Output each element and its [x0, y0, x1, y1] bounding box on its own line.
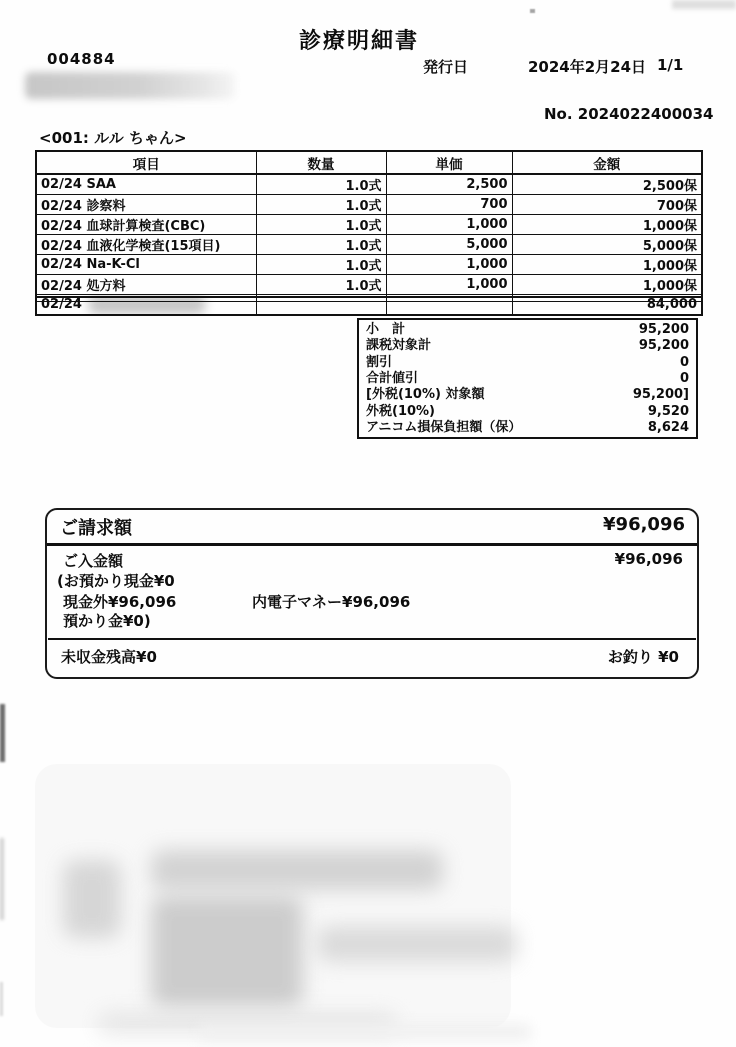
summary-row: [359, 322, 696, 337]
qty-cell: 1.0式: [256, 195, 386, 215]
items-table-header-row: [36, 151, 702, 174]
amount-cell: 84,000: [512, 295, 702, 316]
table-row: [36, 235, 702, 255]
unit-price-cell: 2,500: [386, 174, 512, 195]
item-cell: 02/24 診察料: [36, 195, 256, 215]
unit-price-cell: 700: [386, 195, 512, 215]
outstanding-balance: 未収金残高¥0: [61, 648, 157, 666]
column-header-amount: 金額: [512, 151, 702, 174]
paid-amount-row: [47, 546, 697, 571]
summary-row: [359, 387, 696, 402]
amount-cell: 1,000保: [512, 215, 702, 235]
summary-value: 0: [679, 370, 689, 386]
table-row: [36, 195, 702, 215]
unit-price-cell: 5,000: [386, 235, 512, 255]
billed-total-row: [47, 510, 697, 540]
summary-label: 合計値引: [366, 370, 419, 386]
redacted-blob: [63, 860, 121, 938]
qty-cell: 1.0式: [256, 255, 386, 275]
amount-cell: 1,000保: [512, 275, 702, 295]
redacted-owner-name: [25, 72, 235, 99]
summary-label: [外税(10%) 対象額: [366, 387, 485, 403]
amount-cell: 700保: [512, 195, 702, 215]
redacted-blob: [151, 850, 443, 890]
item-cell: 02/24 Na-K-Cl: [36, 255, 256, 275]
amount-cell: 2,500保: [512, 174, 702, 195]
deposit-cash-line: (お預かり現金¥0: [57, 572, 175, 590]
billed-total-label: ご請求額: [60, 518, 132, 539]
items-table-body: [36, 174, 702, 315]
issue-date-value: 2024年2月24日: [528, 58, 647, 76]
items-table: [35, 150, 703, 316]
summary-label: アニコム損保負担額（保）: [366, 420, 522, 436]
paid-amount-label: ご入金額: [63, 552, 124, 570]
summary-row: [359, 404, 696, 419]
summary-row: [359, 420, 696, 435]
summary-row: [359, 338, 696, 353]
summary-box: [357, 318, 698, 439]
e-money-amount: 内電子マネー¥96,096: [252, 593, 411, 611]
column-header-qty: 数量: [256, 151, 386, 174]
item-cell: 02/24 SAA: [36, 174, 256, 195]
summary-value: 95,200: [638, 338, 689, 354]
unit-price-cell: 1,000: [386, 215, 512, 235]
item-cell: 02/24 血球計算検査(CBC): [36, 215, 256, 235]
scan-artifact: [0, 704, 5, 762]
summary-row: [359, 355, 696, 370]
non-cash-line: [47, 591, 697, 611]
qty-cell: 1.0式: [256, 174, 386, 195]
item-cell: 02/24 血液化学検査(15項目): [36, 235, 256, 255]
amount-cell: 5,000保: [512, 235, 702, 255]
scan-artifact: [672, 0, 736, 9]
redacted-blob: [317, 926, 517, 962]
redacted-blob: [200, 1024, 530, 1040]
billing-box: [45, 508, 699, 679]
redacted-clinic-stamp-area: [35, 764, 511, 1028]
scan-artifact: [0, 982, 3, 1016]
item-cell: 02/24 処方料: [36, 275, 256, 295]
summary-label: 割引: [366, 354, 393, 370]
qty-cell: 1.0式: [256, 215, 386, 235]
summary-value: 8,624: [647, 420, 689, 436]
receipt-number: No. 2024022400034: [544, 105, 714, 123]
doc-number: 004884: [47, 50, 116, 68]
patient-name: <001: ルル ちゃん>: [39, 129, 187, 147]
summary-value: 95,200]: [632, 387, 689, 403]
summary-value: 9,520: [647, 403, 689, 419]
non-cash-amount: 現金外¥96,096: [63, 593, 177, 611]
qty-cell: 1.0式: [256, 275, 386, 295]
column-header-item: 項目: [36, 151, 256, 174]
paid-amount-value: ¥96,096: [614, 550, 683, 568]
page-title: 診療明細書: [299, 29, 420, 54]
table-row: [36, 275, 702, 295]
unit-price-cell: 1,000: [386, 275, 512, 295]
summary-label: 課税対象計: [366, 338, 432, 354]
page-indicator: 1/1: [657, 56, 684, 74]
summary-value: 0: [679, 354, 689, 370]
item-cell: 02/24: [36, 295, 256, 316]
summary-label: 外税(10%): [366, 403, 435, 419]
summary-row: [359, 371, 696, 386]
change-amount: お釣り ¥0: [607, 648, 679, 666]
column-header-unit-price: 単価: [386, 151, 512, 174]
amount-cell: 1,000保: [512, 255, 702, 275]
table-row: [36, 174, 702, 195]
billed-total-value: ¥96,096: [603, 514, 685, 535]
unit-price-cell: 1,000: [386, 255, 512, 275]
scan-artifact: [530, 9, 535, 13]
qty-cell: 1.0式: [256, 235, 386, 255]
table-bottom-double-rule: [35, 296, 703, 302]
table-row: [36, 255, 702, 275]
redacted-blob: [151, 896, 303, 1008]
summary-label: 小 計: [366, 321, 406, 337]
deposit-line: 預かり金¥0): [63, 612, 151, 630]
table-row: [36, 215, 702, 235]
scan-artifact: [0, 838, 4, 920]
outstanding-row: [47, 640, 697, 667]
summary-value: 95,200: [638, 321, 689, 337]
issue-date-label: 発行日: [423, 58, 469, 76]
